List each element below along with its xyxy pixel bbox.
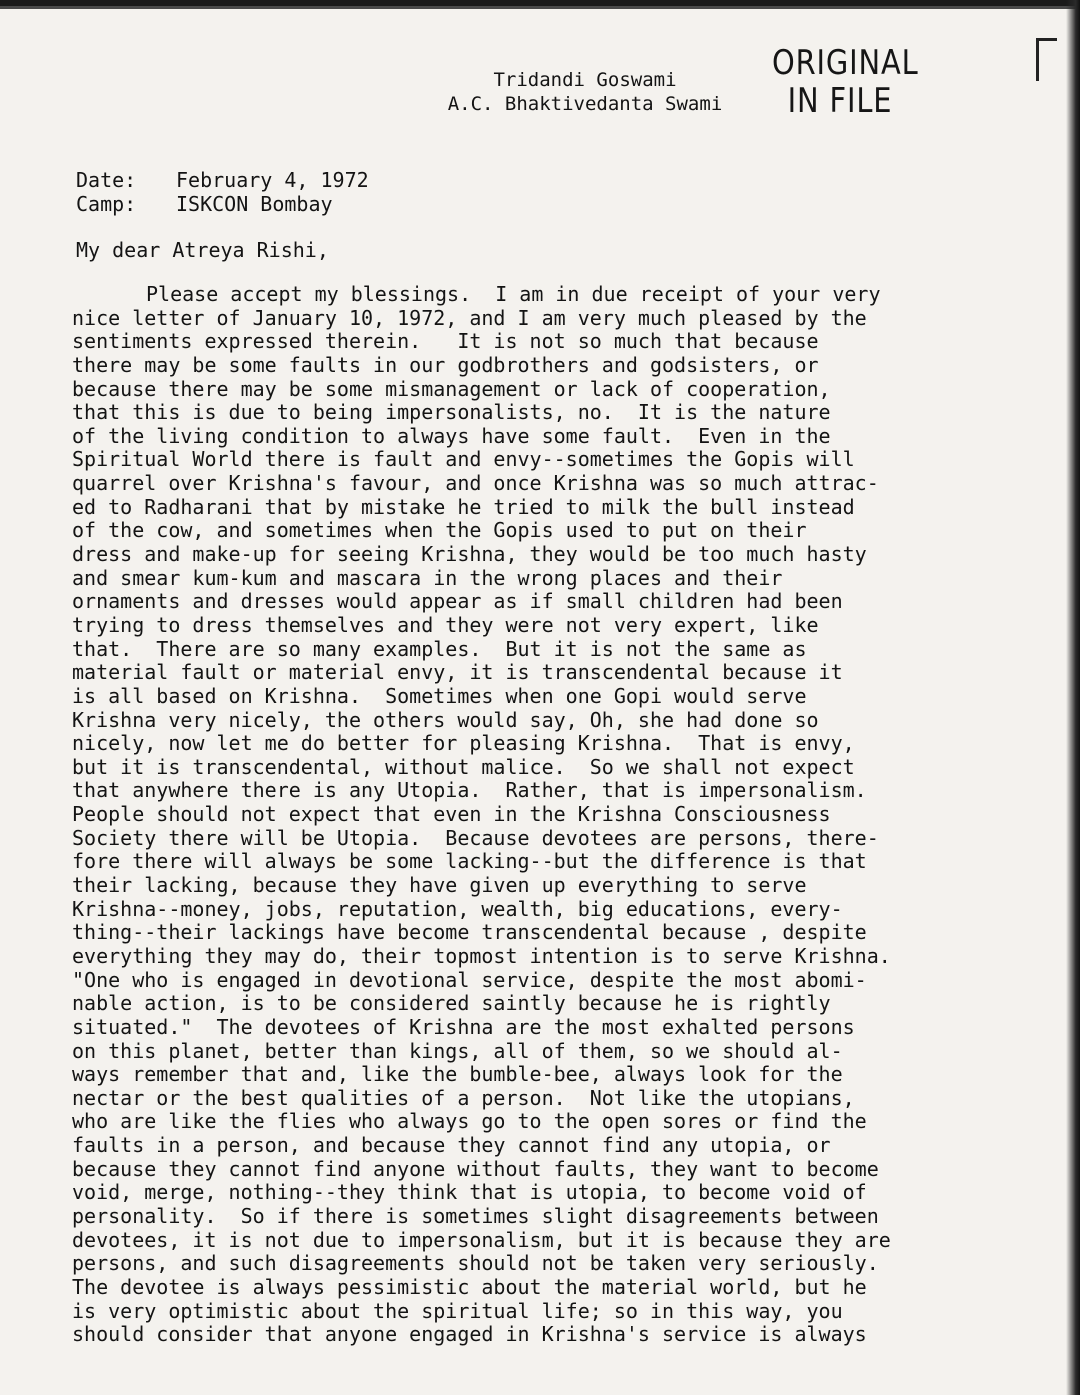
body-line: Spiritual World there is fault and envy--sometimes the Gopis will bbox=[72, 448, 855, 472]
body-line: and smear kum-kum and mascara in the wrong places and their bbox=[72, 566, 783, 590]
date-value: February 4, 1972 bbox=[176, 168, 369, 192]
camp-row bbox=[76, 192, 369, 216]
body-line: situated." The devotees of Krishna are the most exhalted persons bbox=[72, 1015, 855, 1039]
date-row bbox=[76, 168, 369, 192]
stamp-line-1: ORIGINAL bbox=[772, 43, 919, 83]
body-line: their lacking, because they have given up everything to serve bbox=[72, 874, 807, 898]
scan-top-edge bbox=[0, 0, 1080, 14]
body-line: ed to Radharani that by mistake he tried to milk the bull instead bbox=[72, 495, 855, 519]
body-line: People should not expect that even in the Krishna Consciousness bbox=[72, 803, 831, 827]
body-line: sentiments expressed therein. It is not so much that because bbox=[72, 330, 819, 354]
letterhead bbox=[395, 68, 775, 116]
body-line: nectar or the best qualities of a person. Not like the utopians, bbox=[72, 1086, 855, 1110]
camp-value: ISKCON Bombay bbox=[176, 192, 333, 216]
body-line: ornaments and dresses would appear as if small children had been bbox=[72, 590, 843, 614]
body-line: ways remember that and, like the bumble-bee, always look for the bbox=[72, 1063, 843, 1087]
body-line: of the living condition to always have some fault. Even in the bbox=[72, 424, 831, 448]
body-line: on this planet, better than kings, all of them, so we should al- bbox=[72, 1039, 843, 1063]
body-line: quarrel over Krishna's favour, and once Krishna was so much attrac- bbox=[72, 472, 879, 496]
body-line: nice letter of January 10, 1972, and I am very much pleased by the bbox=[72, 306, 867, 330]
letterhead-title: Tridandi Goswami bbox=[493, 69, 677, 91]
body-line: there may be some faults in our godbrothers and godsisters, or bbox=[72, 353, 819, 377]
body-line: persons, and such disagreements should not be taken very seriously. bbox=[72, 1252, 879, 1276]
letter-meta bbox=[76, 168, 369, 216]
body-line: void, merge, nothing--they think that is utopia, to become void of bbox=[72, 1181, 867, 1205]
original-in-file-stamp bbox=[772, 43, 919, 121]
body-line: is all based on Krishna. Sometimes when one Gopi would serve bbox=[72, 684, 807, 708]
body-line: is very optimistic about the spiritual life; so in this way, you bbox=[72, 1299, 843, 1323]
corner-mark bbox=[1036, 38, 1057, 81]
body-line: because there may be some mismanagement or lack of cooperation, bbox=[72, 377, 831, 401]
letter-body bbox=[72, 283, 1040, 1347]
body-line: personality. So if there is sometimes slight disagreements between bbox=[72, 1204, 879, 1228]
body-line: Society there will be Utopia. Because devotees are persons, there- bbox=[72, 826, 879, 850]
body-line: but it is transcendental, without malice. So we shall not expect bbox=[72, 755, 855, 779]
body-line: material fault or material envy, it is transcendental because it bbox=[72, 661, 843, 685]
scan-right-edge bbox=[1066, 0, 1080, 1395]
body-line: "One who is engaged in devotional service, despite the most abomi- bbox=[72, 968, 867, 992]
body-line: fore there will always be some lacking--but the difference is that bbox=[72, 850, 867, 874]
body-line: faults in a person, and because they cannot find any utopia, or bbox=[72, 1134, 831, 1158]
body-line: of the cow, and sometimes when the Gopis used to put on their bbox=[72, 519, 807, 543]
body-line: The devotee is always pessimistic about the material world, but he bbox=[72, 1275, 867, 1299]
body-line: everything they may do, their topmost intention is to serve Krishna. bbox=[72, 944, 891, 968]
body-line: thing--their lackings have become transcendental because , despite bbox=[72, 921, 867, 945]
stamp-line-2: IN FILE bbox=[787, 81, 893, 121]
date-label: Date: bbox=[76, 168, 137, 192]
camp-label: Camp: bbox=[76, 192, 137, 216]
body-line: trying to dress themselves and they were not very expert, like bbox=[72, 613, 819, 637]
salutation: My dear Atreya Rishi, bbox=[76, 238, 329, 262]
body-line: should consider that anyone engaged in Krishna's service is always bbox=[72, 1323, 867, 1347]
body-line: nicely, now let me do better for pleasing Krishna. That is envy, bbox=[72, 732, 855, 756]
body-line: dress and make-up for seeing Krishna, they would be too much hasty bbox=[72, 543, 867, 567]
body-line: Krishna--money, jobs, reputation, wealth, big educations, every- bbox=[72, 897, 843, 921]
body-line: who are like the flies who always go to the open sores or find the bbox=[72, 1110, 867, 1134]
letterhead-name: A.C. Bhaktivedanta Swami bbox=[447, 93, 723, 115]
body-line: that anywhere there is any Utopia. Rather, that is impersonalism. bbox=[72, 779, 867, 803]
body-line: Please accept my blessings. I am in due receipt of your very bbox=[146, 283, 881, 306]
body-line: devotees, it is not due to impersonalism, but it is because they are bbox=[72, 1228, 891, 1252]
body-line: that this is due to being impersonalists, no. It is the nature bbox=[72, 401, 831, 425]
body-line: nable action, is to be considered saintly because he is rightly bbox=[72, 992, 831, 1016]
body-line: that. There are so many examples. But it is not the same as bbox=[72, 637, 807, 661]
body-line: Krishna very nicely, the others would say, Oh, she had done so bbox=[72, 708, 819, 732]
body-line: because they cannot find anyone without faults, they want to become bbox=[72, 1157, 879, 1181]
